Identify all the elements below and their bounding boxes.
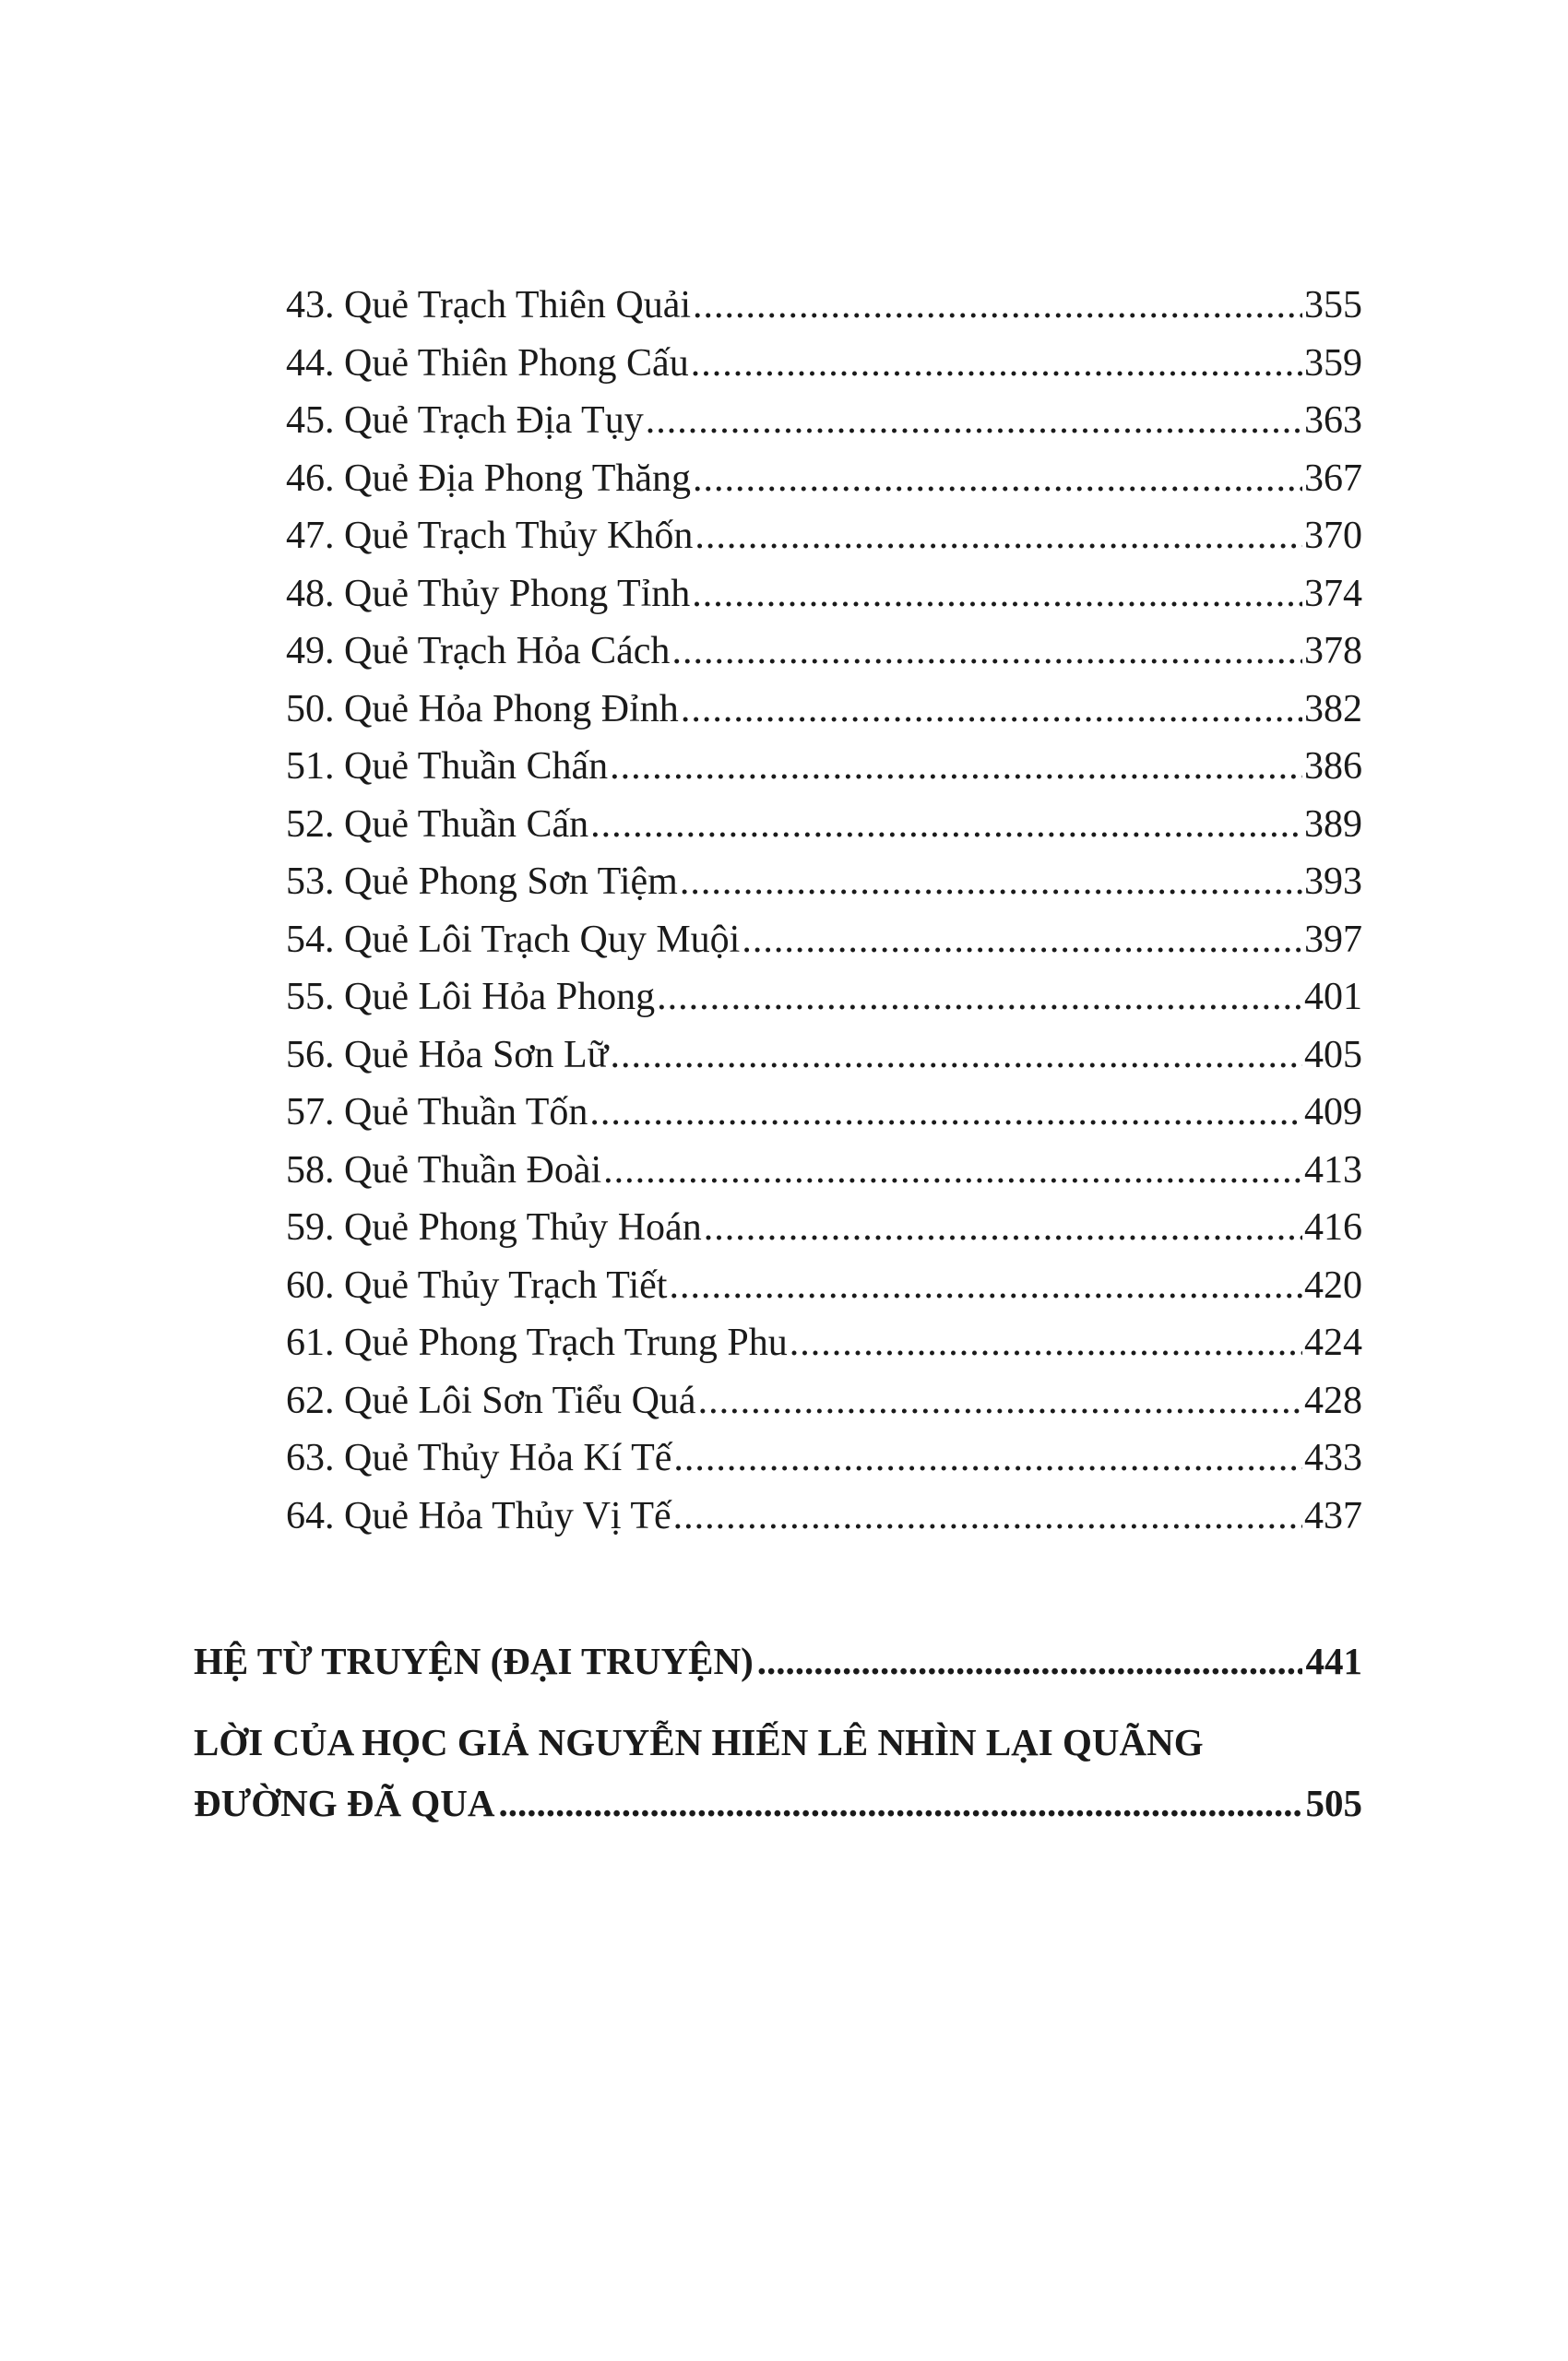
toc-section-loi-cua-hoc-gia[interactable] xyxy=(194,1712,1362,1833)
toc-entry-title: 64. Quẻ Hỏa Thủy Vị Tế xyxy=(286,1494,671,1537)
dot-leader xyxy=(693,450,1302,508)
dot-leader xyxy=(646,392,1302,450)
dot-leader xyxy=(498,1773,1301,1833)
toc-entry-page: 386 xyxy=(1304,745,1362,788)
toc-entry[interactable] xyxy=(286,335,1362,393)
toc-entry[interactable] xyxy=(286,796,1362,854)
toc-entry-page: 393 xyxy=(1304,860,1362,903)
toc-entry-title: 50. Quẻ Hỏa Phong Đỉnh xyxy=(286,687,679,730)
toc-entry-title: 48. Quẻ Thủy Phong Tỉnh xyxy=(286,572,691,615)
toc-entry[interactable] xyxy=(286,968,1362,1026)
toc-entry[interactable] xyxy=(286,1142,1362,1200)
toc-entry[interactable] xyxy=(286,911,1362,969)
dot-leader xyxy=(673,1430,1302,1488)
toc-entry-title: 47. Quẻ Trạch Thủy Khốn xyxy=(286,515,694,557)
dot-leader xyxy=(757,1631,1302,1691)
dot-leader xyxy=(680,853,1302,911)
dot-leader xyxy=(610,738,1302,796)
toc-section-title-line1: LỜI CỦA HỌC GIẢ NGUYỄN HIẾN LÊ NHÌN LẠI QUÃNG xyxy=(194,1721,1204,1763)
toc-entry-title: 53. Quẻ Phong Sơn Tiệm xyxy=(286,860,678,903)
toc-entry[interactable] xyxy=(286,392,1362,450)
toc-entry-page: 420 xyxy=(1304,1264,1362,1307)
toc-entry-title: 61. Quẻ Phong Trạch Trung Phu xyxy=(286,1322,788,1364)
toc-entry-page: 437 xyxy=(1304,1494,1362,1537)
dot-leader xyxy=(669,1257,1302,1315)
toc-entry[interactable] xyxy=(286,1372,1362,1430)
dot-leader xyxy=(603,1142,1302,1200)
toc-entry[interactable] xyxy=(286,623,1362,681)
toc-section-page: 505 xyxy=(1305,1782,1362,1824)
toc-entry[interactable] xyxy=(286,1314,1362,1372)
toc-entry-page: 367 xyxy=(1304,457,1362,500)
toc-entry-title: 60. Quẻ Thủy Trạch Tiết xyxy=(286,1264,668,1307)
toc-entry-page: 355 xyxy=(1304,284,1362,326)
toc-entry-page: 433 xyxy=(1304,1437,1362,1479)
toc-section-title: HỆ TỪ TRUYỆN (ĐẠI TRUYỆN) xyxy=(194,1640,754,1682)
dot-leader xyxy=(698,1372,1302,1430)
toc-entry-page: 416 xyxy=(1304,1206,1362,1249)
toc-section-list xyxy=(194,1631,1362,1833)
toc-entry[interactable] xyxy=(286,738,1362,796)
toc-entry-page: 409 xyxy=(1304,1091,1362,1133)
toc-entry-page: 363 xyxy=(1304,399,1362,442)
toc-entry-page: 374 xyxy=(1304,572,1362,615)
toc-entry-title: 55. Quẻ Lôi Hỏa Phong xyxy=(286,976,656,1018)
toc-section-he-tu-truyen[interactable] xyxy=(194,1631,1362,1691)
toc-entry-title: 52. Quẻ Thuần Cấn xyxy=(286,802,589,846)
toc-entry-page: 401 xyxy=(1304,976,1362,1018)
dot-leader xyxy=(590,796,1302,854)
toc-entry-page: 424 xyxy=(1304,1322,1362,1364)
dot-leader xyxy=(657,968,1302,1026)
dot-leader xyxy=(671,623,1302,681)
toc-entry-title: 46. Quẻ Địa Phong Thăng xyxy=(286,457,692,500)
toc-entry-title: 51. Quẻ Thuần Chấn xyxy=(286,745,609,788)
toc-entry[interactable] xyxy=(286,565,1362,623)
toc-entry-page: 378 xyxy=(1304,630,1362,672)
toc-entry-page: 359 xyxy=(1304,341,1362,385)
toc-entry-page: 405 xyxy=(1304,1033,1362,1076)
toc-entry-page: 428 xyxy=(1304,1379,1362,1422)
toc-entry[interactable] xyxy=(286,450,1362,508)
toc-entry[interactable] xyxy=(286,1488,1362,1546)
toc-entry[interactable] xyxy=(286,853,1362,911)
toc-entry[interactable] xyxy=(286,681,1362,739)
dot-leader xyxy=(681,681,1302,739)
toc-entry-title: 45. Quẻ Trạch Địa Tụy xyxy=(286,399,644,442)
toc-entry-page: 382 xyxy=(1304,687,1362,730)
dot-leader xyxy=(589,1084,1302,1142)
toc-entry[interactable] xyxy=(286,507,1362,565)
toc-section-title: ĐƯỜNG ĐÃ QUA xyxy=(194,1782,495,1824)
dot-leader xyxy=(742,911,1302,969)
toc-entry-title: 44. Quẻ Thiên Phong Cấu xyxy=(286,341,689,385)
toc-entry-title: 49. Quẻ Trạch Hỏa Cách xyxy=(286,630,671,672)
toc-entry[interactable] xyxy=(286,1026,1362,1085)
dot-leader xyxy=(790,1314,1302,1372)
toc-entry-title: 59. Quẻ Phong Thủy Hoán xyxy=(286,1206,702,1249)
toc-entry-title: 43. Quẻ Trạch Thiên Quải xyxy=(286,284,692,326)
toc-entry-title: 62. Quẻ Lôi Sơn Tiểu Quá xyxy=(286,1379,696,1422)
toc-entry-title: 54. Quẻ Lôi Trạch Quy Muội xyxy=(286,918,741,961)
toc-entry[interactable] xyxy=(286,1084,1362,1142)
toc-entry-title: 63. Quẻ Thủy Hỏa Kí Tế xyxy=(286,1437,672,1479)
toc-entry-title: 58. Quẻ Thuần Đoài xyxy=(286,1148,602,1192)
dot-leader xyxy=(673,1488,1302,1546)
dot-leader xyxy=(695,507,1302,565)
toc-entry-list xyxy=(286,277,1362,1545)
toc-entry-title: 57. Quẻ Thuần Tốn xyxy=(286,1091,588,1133)
dot-leader xyxy=(692,565,1302,623)
dot-leader xyxy=(691,335,1302,393)
toc-entry[interactable] xyxy=(286,1257,1362,1315)
toc-entry-page: 397 xyxy=(1304,918,1362,961)
dot-leader xyxy=(704,1199,1302,1257)
dot-leader xyxy=(610,1026,1302,1085)
dot-leader xyxy=(693,277,1302,335)
toc-entry-page: 389 xyxy=(1304,802,1362,846)
toc-entry-page: 413 xyxy=(1304,1148,1362,1192)
toc-entry[interactable] xyxy=(286,277,1362,335)
toc-entry-title: 56. Quẻ Hỏa Sơn Lữ xyxy=(286,1033,609,1076)
toc-section-page: 441 xyxy=(1305,1640,1362,1682)
toc-entry[interactable] xyxy=(286,1430,1362,1488)
toc-entry-page: 370 xyxy=(1304,515,1362,557)
toc-entry[interactable] xyxy=(286,1199,1362,1257)
